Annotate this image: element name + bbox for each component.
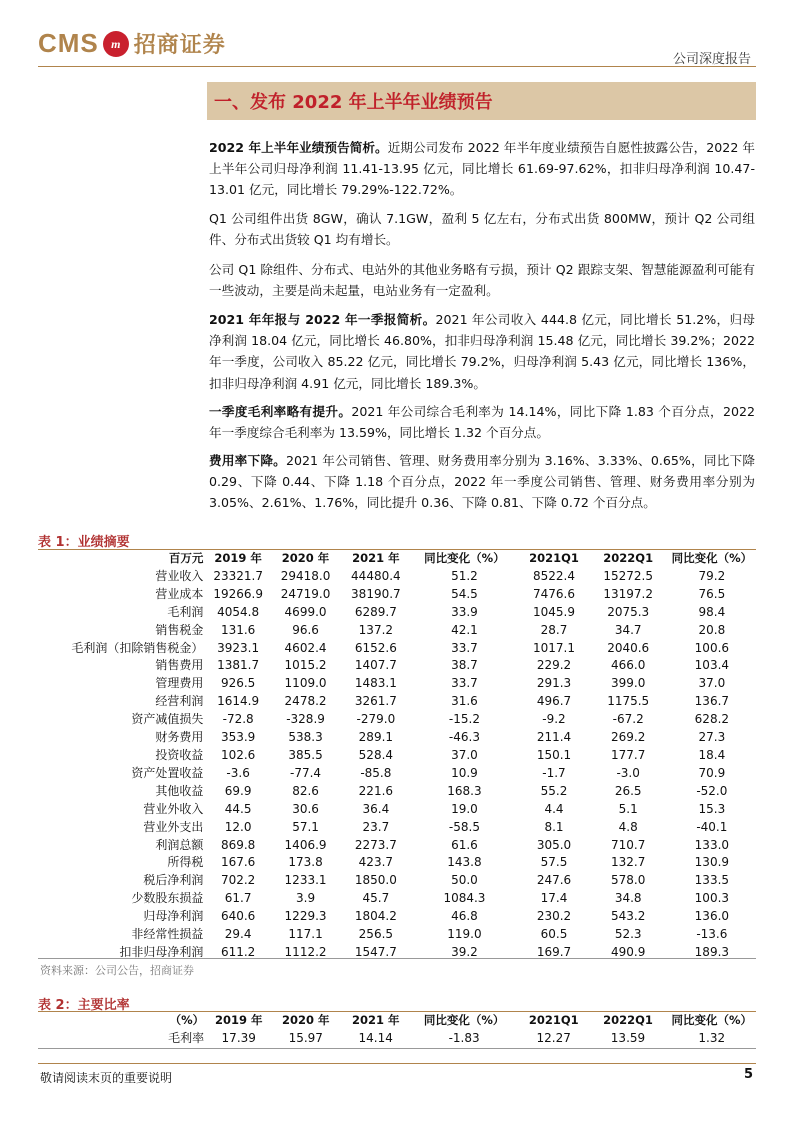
table-cell: 29418.0	[280, 568, 331, 583]
table-row	[38, 675, 756, 693]
table-cell: 1084.3	[443, 891, 486, 906]
paragraph-heading: 一季度毛利率略有提升。	[209, 404, 352, 419]
table-cell: 305.0	[536, 837, 572, 852]
row-label: 利润总额	[155, 837, 204, 852]
table-cell: 8522.4	[533, 568, 575, 583]
table-cell: 45.7	[362, 891, 390, 906]
table-cell: -9.2	[542, 712, 566, 727]
table-cell: 33.7	[451, 676, 478, 691]
table-cell: 538.3	[288, 730, 323, 745]
table-cell: 1229.3	[284, 909, 327, 924]
row-label: 销售税金	[155, 622, 204, 637]
table1-source-note: 资料来源：公司公告，招商证券	[40, 964, 194, 977]
table-cell: 96.6	[292, 622, 319, 637]
table-cell: 38.7	[451, 658, 478, 673]
page-header	[0, 0, 793, 70]
table-cell: 1017.1	[533, 640, 575, 655]
table-cell: 399.0	[611, 676, 646, 691]
table-cell: 256.5	[358, 927, 394, 942]
table-cell: 42.1	[451, 622, 478, 637]
table-cell: 4602.4	[284, 640, 327, 655]
table-row	[38, 872, 756, 890]
table-cell: 100.3	[694, 891, 730, 906]
row-label: 非经常性损益	[131, 927, 204, 942]
table-cell: 76.5	[698, 586, 726, 601]
table-cell: 44.5	[224, 801, 252, 816]
table-cell: 34.7	[614, 622, 642, 637]
table-cell: 20.8	[698, 622, 726, 637]
table-cell: 28.7	[540, 622, 568, 637]
row-label: 投资收益	[155, 747, 204, 762]
paragraph-q1-other-business	[209, 259, 755, 301]
table-cell: -85.8	[360, 765, 392, 780]
column-header: 2022Q1	[603, 551, 654, 565]
paragraph-annual-q1-report	[209, 309, 755, 394]
table-cell: 168.3	[447, 783, 482, 798]
table-cell: -72.8	[222, 712, 254, 727]
column-header: 2019 年	[214, 1013, 263, 1027]
table-cell: 44480.4	[351, 568, 401, 583]
table-row	[38, 622, 756, 640]
table-cell: 3261.7	[354, 694, 397, 709]
table1-bottom-rule	[38, 958, 756, 959]
table-cell: -3.0	[616, 765, 640, 780]
table-cell: 1381.7	[217, 658, 260, 673]
column-header: 2021 年	[352, 551, 400, 565]
table-cell: 100.6	[694, 640, 730, 655]
table-row	[38, 729, 756, 747]
table-cell: 291.3	[536, 676, 572, 691]
row-label: 管理费用	[155, 676, 204, 691]
table-cell: 4.8	[618, 819, 638, 834]
table-cell: 2273.7	[354, 837, 397, 852]
table-cell: 1407.7	[354, 658, 397, 673]
table-row	[38, 586, 756, 604]
table-cell: 3.9	[296, 891, 316, 906]
table-cell: 60.5	[540, 927, 568, 942]
table-row	[38, 801, 756, 819]
table-cell: 7476.6	[533, 586, 575, 601]
table-cell: 19.0	[451, 801, 478, 816]
table-cell: 26.5	[614, 783, 642, 798]
table-cell: 34.8	[614, 891, 642, 906]
table-cell: 79.2	[698, 568, 726, 583]
table-cell: 4054.8	[217, 604, 260, 619]
footer-divider	[38, 1063, 756, 1064]
table-cell: -46.3	[448, 730, 480, 745]
row-label: 销售费用	[155, 658, 204, 673]
table-row	[38, 926, 756, 944]
table-cell: 61.7	[224, 891, 252, 906]
table-cell: 136.0	[694, 909, 730, 924]
column-header: 2020 年	[282, 1013, 330, 1027]
table-cell: 132.7	[611, 855, 646, 870]
table-cell: 578.0	[611, 873, 646, 888]
table-cell: 423.7	[358, 855, 394, 870]
table-row	[38, 765, 756, 783]
table-cell: 466.0	[611, 658, 646, 673]
table-cell: 54.5	[451, 586, 478, 601]
table-cell: 5.1	[618, 801, 638, 816]
table-cell: 15.97	[288, 1030, 323, 1045]
table-cell: 23321.7	[213, 568, 263, 583]
table-cell: 4699.0	[284, 604, 327, 619]
table-cell: 230.2	[536, 909, 572, 924]
table-cell: 52.3	[614, 927, 642, 942]
table-cell: 1547.7	[354, 944, 397, 959]
table-cell: 131.6	[220, 622, 256, 637]
table-cell: 2040.6	[607, 640, 650, 655]
table-cell: 133.5	[694, 873, 730, 888]
table-cell: 13197.2	[603, 586, 653, 601]
row-label: 毛利率	[168, 1030, 205, 1045]
table-cell: 57.1	[292, 819, 319, 834]
table-cell: 496.7	[536, 694, 572, 709]
column-header: 2021 年	[351, 1013, 400, 1027]
table1-title: 表 1：业绩摘要	[38, 535, 130, 550]
column-header: 同比变化（%）	[671, 551, 753, 565]
table-cell: 61.6	[451, 837, 478, 852]
table-cell: 31.6	[451, 694, 478, 709]
table-cell: 269.2	[611, 730, 646, 745]
column-header: 2022Q1	[603, 1013, 653, 1027]
table-cell: 1112.2	[284, 944, 327, 959]
table-cell: 1614.9	[217, 694, 260, 709]
report-type-label: 公司深度报告	[672, 52, 751, 67]
table-cell: 15272.5	[603, 568, 653, 583]
table-row	[38, 908, 756, 926]
table-cell: 8.1	[544, 819, 564, 834]
table-cell: 4.4	[544, 801, 564, 816]
column-header: 同比变化（%）	[424, 551, 505, 565]
table-cell: -13.6	[696, 927, 728, 942]
table-cell: 37.0	[451, 747, 478, 762]
table-cell: 38190.7	[351, 586, 401, 601]
header-divider	[38, 66, 756, 67]
table-cell: 6289.7	[354, 604, 397, 619]
table-cell: 27.3	[698, 730, 726, 745]
table-cell: 14.14	[358, 1030, 393, 1045]
table-row	[38, 854, 756, 872]
table-header-row	[38, 550, 756, 568]
table-cell: -279.0	[356, 712, 396, 727]
table-cell: 130.9	[694, 855, 730, 870]
table-cell: 10.9	[451, 765, 478, 780]
page-number: 5	[743, 1067, 753, 1082]
paragraph-h1-preview	[209, 137, 755, 201]
column-header: 同比变化（%）	[671, 1013, 753, 1027]
table-cell: 33.7	[451, 640, 478, 655]
table-cell: 353.9	[220, 730, 256, 745]
paragraph-q1-shipments	[209, 208, 755, 250]
paragraph-gross-margin	[209, 401, 755, 443]
column-header: 同比变化（%）	[423, 1013, 505, 1027]
row-label: 营业外支出	[143, 819, 204, 834]
table-cell: 46.8	[451, 909, 478, 924]
table-cell: 15.3	[698, 801, 726, 816]
table-cell: 82.6	[292, 783, 319, 798]
logo-chinese-name: 招商证券	[133, 32, 226, 58]
table-cell: 1483.1	[354, 676, 397, 691]
row-label: 其他收益	[155, 783, 204, 798]
table-cell: 702.2	[220, 873, 256, 888]
row-label: 资产减值损失	[131, 712, 204, 727]
table-cell: 17.39	[221, 1030, 256, 1045]
table-row	[38, 783, 756, 801]
table-cell: 36.4	[362, 801, 390, 816]
table-cell: 51.2	[451, 568, 478, 583]
table2-bottom-rule	[38, 1048, 756, 1049]
table-cell: 103.4	[694, 658, 730, 673]
table-cell: 528.4	[358, 747, 394, 762]
row-label: 经营利润	[155, 694, 204, 709]
table-row	[38, 944, 756, 962]
table-cell: 13.59	[610, 1030, 646, 1045]
table-cell: 33.9	[451, 604, 478, 619]
table-cell: 117.1	[288, 927, 323, 942]
table-cell: 19266.9	[213, 586, 263, 601]
table-cell: 167.6	[220, 855, 256, 870]
table-row	[38, 640, 756, 658]
row-label: 营业外收入	[143, 801, 204, 816]
table-cell: -52.0	[696, 783, 728, 798]
paragraph-heading: 2022 年上半年业绩预告简析。	[209, 140, 388, 155]
table-cell: 55.2	[540, 783, 568, 798]
table-cell: -58.5	[448, 819, 480, 834]
table-cell: 1233.1	[284, 873, 327, 888]
table-cell: 211.4	[536, 730, 572, 745]
table-cell: 12.27	[536, 1030, 571, 1045]
logo-emblem-icon: m	[103, 31, 129, 57]
paragraph-body: 近期公司发布 2022 年半年度业绩预告自愿性披露公告，2022 年上半年公司归母净利润 11.41-13.95 亿元，同比增长 61.69-97.62%，扣非归母净利润 10.47-13.01 亿元，同比增长 79.29%-122.72%。	[209, 140, 755, 198]
table-cell: 1175.5	[607, 694, 650, 709]
table-cell: 24719.0	[280, 586, 331, 601]
paragraph-expense-ratio	[209, 450, 755, 514]
table-cell: 69.9	[224, 783, 252, 798]
paragraph-body: Q1 公司组件出货 8GW，确认 7.1GW，盈利 5 亿左右，分布式出货 800MW，预计 Q2 公司组件、分布式出货较 Q1 均有增长。	[209, 211, 755, 248]
table-cell: 2478.2	[284, 694, 327, 709]
table-cell: 385.5	[288, 747, 323, 762]
table-cell: 640.6	[220, 909, 256, 924]
column-header: 2021Q1	[529, 551, 579, 565]
row-label: 营业收入	[155, 568, 204, 583]
table-cell: -67.2	[612, 712, 644, 727]
table-cell: 6152.6	[354, 640, 397, 655]
table-cell: 150.1	[536, 747, 572, 762]
row-label: 毛利润	[167, 604, 204, 619]
table-cell: 490.9	[611, 944, 646, 959]
table-cell: 1804.2	[354, 909, 397, 924]
column-header: 百万元	[168, 551, 204, 565]
table-cell: 1045.9	[533, 604, 575, 619]
table-row	[38, 604, 756, 622]
table-cell: 18.4	[698, 747, 726, 762]
table-cell: 29.4	[224, 927, 252, 942]
table-cell: 926.5	[220, 676, 256, 691]
column-header: （%）	[169, 1013, 205, 1027]
table-cell: 177.7	[611, 747, 646, 762]
row-label: 财务费用	[155, 730, 204, 745]
column-header: 2021Q1	[528, 1013, 579, 1027]
table-cell: 23.7	[362, 819, 390, 834]
table-cell: 98.4	[698, 604, 726, 619]
table-cell: 137.2	[358, 622, 394, 637]
table-cell: 12.0	[224, 819, 252, 834]
row-label: 归母净利润	[143, 909, 204, 924]
table-cell: 57.5	[540, 855, 568, 870]
table-cell: 1109.0	[284, 676, 327, 691]
paragraph-body: 2021 年公司综合毛利率为 14.14%，同比下降 1.83 个百分点，2022 年一季度综合毛利率为 13.59%，同比增长 1.32 个百分点。	[209, 404, 755, 441]
table-cell: 221.6	[358, 783, 394, 798]
table-cell: 136.7	[694, 694, 730, 709]
table1-performance-summary	[38, 550, 756, 962]
table-row	[38, 568, 756, 586]
table-cell: 39.2	[451, 944, 478, 959]
table-cell: 1406.9	[284, 837, 327, 852]
row-label: 少数股东损益	[131, 891, 204, 906]
paragraph-body: 2021 年公司销售、管理、财务费用率分别为 3.16%、3.33%、0.65%，同比下降 0.29、下降 0.44、下降 1.18 个百分点，2022 年一季度公司销售、管理、财务费用率分别为 3.05%、2.61%、1.76%，同比提升 0.36、下降 0.81、下降 0.72 个百分点。	[209, 453, 755, 511]
table-cell: 628.2	[694, 712, 730, 727]
paragraph-heading: 费用率下降。	[209, 453, 286, 468]
table-row	[38, 747, 756, 765]
paragraph-body: 2021 年公司收入 444.8 亿元，同比增长 51.2%，归母净利润 18.04 亿元，同比增长 46.80%，扣非归母净利润 15.48 亿元，同比增长 39.2%；2022 年一季度，公司收入 85.22 亿元，同比增长 79.2%，归母净利润 5.43 亿元，同比增长 136%，扣非归母净利润 4.91 亿元，同比增长 189.3%。	[209, 312, 755, 391]
table-cell: 30.6	[292, 801, 319, 816]
logo-cms-text: CMS	[38, 28, 99, 58]
table-row	[38, 711, 756, 729]
table-cell: -1.83	[448, 1030, 480, 1045]
section-title: 一、发布 2022 年上半年业绩预告	[214, 92, 493, 113]
paragraph-body: 公司 Q1 除组件、分布式、电站外的其他业务略有亏损，预计 Q2 跟踪支架、智慧能源盈利可能有一些波动，主要是尚未起量，电站业务有一定盈利。	[209, 262, 755, 299]
table-cell: 247.6	[536, 873, 572, 888]
table-cell: 710.7	[611, 837, 646, 852]
row-label: 所得税	[167, 855, 204, 870]
table-cell: -15.2	[448, 712, 480, 727]
row-label: 毛利润（扣除销售税金）	[71, 640, 204, 655]
table-cell: 1015.2	[284, 658, 327, 673]
table-cell: 229.2	[536, 658, 572, 673]
table-cell: -77.4	[290, 765, 322, 780]
table-row	[38, 693, 756, 711]
table-cell: 1.32	[698, 1030, 726, 1045]
table-cell: 102.6	[220, 747, 256, 762]
row-label: 资产处置收益	[131, 765, 204, 780]
table-cell: 119.0	[447, 927, 482, 942]
table-cell: 1850.0	[354, 873, 397, 888]
table-cell: 50.0	[451, 873, 478, 888]
table2-key-ratios	[38, 1012, 756, 1048]
column-header: 2019 年	[214, 551, 262, 565]
column-header: 2020 年	[281, 551, 330, 565]
table-cell: 869.8	[220, 837, 256, 852]
table-cell: 133.0	[694, 837, 730, 852]
table-cell: 543.2	[611, 909, 646, 924]
table-cell: -40.1	[696, 819, 728, 834]
table-row	[38, 1030, 756, 1048]
table-row	[38, 837, 756, 855]
table-header-row	[38, 1012, 756, 1030]
table2-title: 表 2：主要比率	[38, 998, 130, 1013]
row-label: 税后净利润	[143, 873, 204, 888]
table-cell: -328.9	[286, 712, 325, 727]
table-cell: 17.4	[540, 891, 568, 906]
table-row	[38, 819, 756, 837]
table-row	[38, 890, 756, 908]
table-row	[38, 657, 756, 675]
table-cell: 611.2	[220, 944, 256, 959]
paragraph-heading: 2021 年年报与 2022 年一季报简析。	[209, 312, 436, 327]
table-cell: 3923.1	[217, 640, 260, 655]
footer-disclaimer: 敬请阅读末页的重要说明	[40, 1071, 173, 1085]
row-label: 营业成本	[155, 586, 204, 601]
table-cell: 173.8	[288, 855, 323, 870]
table-cell: 169.7	[536, 944, 572, 959]
table-cell: 2075.3	[607, 604, 650, 619]
table-cell: 70.9	[698, 765, 726, 780]
table-cell: 189.3	[694, 944, 730, 959]
table-cell: 289.1	[358, 730, 394, 745]
table-cell: -1.7	[542, 765, 566, 780]
row-label: 扣非归母净利润	[119, 944, 204, 959]
company-logo	[38, 28, 226, 59]
table-cell: 143.8	[447, 855, 482, 870]
table-cell: -3.6	[226, 765, 250, 780]
table-cell: 37.0	[698, 676, 726, 691]
